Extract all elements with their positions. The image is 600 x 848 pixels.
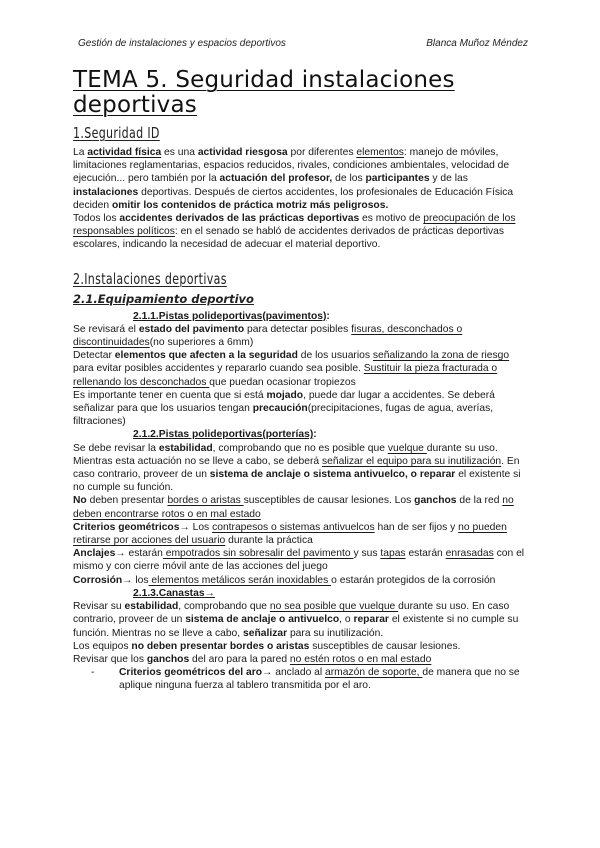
paragraph-porterias: Se debe revisar la estabilidad, comprobando que no es posible que vuelque durante su uso. Mientras esta actuación no se lleve a cabo, se deberá señalizar el equipo para su inutilización. En caso contrario, proveer de un sistema de anclaje o sistema antivuelco, o reparar el existente si no cumple su función. No deben presentar bordes o aristas susceptibles de causar lesiones. Los ganchos de la red no deben encontrarse rotos o en mal estado Criterios geométricos→ Los contrapesos o sistemas antivuelcos han de ser fijos y no pueden retirarse por acciones del usuario durante la práctica Anclajes→ estarán empotrados sin sobresalir del pavimento y sus tapas estarán enrasadas con el mismo y con cierre móvil ante de las acciones del juego Corrosión→ los elementos metálicos serán inoxidables o estarán protegidos de la corrosión xyxy=(73,442,525,586)
section-heading-instalaciones: 2.Instalaciones deportivas xyxy=(73,269,227,288)
bullet-dash: - xyxy=(91,667,95,679)
page-title: TEMA 5. Seguridad instalaciones deportivas xyxy=(73,67,455,118)
paragraph-seguridad: La actividad física es una actividad riesgosa por diferentes elementos: manejo de móviles, limitaciones reglamentarias, espacios reducidos, rivales, condiciones ambientales, velocidad de ejecución... pero también por la actuación del profesor, de los participantes y de las instalaciones deportivas. Después de ciertos accidentes, los profesionales de Educación Física deciden omitir los contenidos de práctica motriz más peligrosos. Todos los accidentes derivados de las prácticas deportivas es motivo de preocupación de los responsables políticos: en el senado se habló de accidentes derivados de prácticas deportivas escolares, indicando la necesidad de adecuar el material deportivo. xyxy=(73,147,516,251)
paragraph-pavimentos: Se revisará el estado del pavimento para detectar posibles fisuras, desconchados o discontinuidades(no superiores a 6mm) Detectar elementos que afecten a la seguridad de los usuarios señalizando la zona de riesgo para evitar posibles accidentes y repararlo cuando sea posible. Sustituir la pieza fracturada o rellenando los desconchados que puedan ocasionar tropiezos Es importante tener en cuenta que si está mojado, puede dar lugar a accidentes. Se deberá señalizar para que los usuarios tengan precaución(precipitaciones, fugas de agua, averías, filtraciones) xyxy=(73,323,510,428)
subheading-pavimentos: 2.1.1.Pistas polideportivas(pavimentos): xyxy=(133,310,330,322)
subheading-porterias: 2.1.2.Pistas polideportivas(porterías): xyxy=(133,429,317,441)
section-heading-seguridad: 1.Seguridad ID xyxy=(73,124,160,142)
list-item-criterios-aro: - Criterios geométricos del aro→ anclado al armazón de soporte, de manera que no se aplique ninguna fuerza al tablero transmitida por el aro. xyxy=(73,666,531,692)
subsection-heading-equipamiento: 2.1.Equipamiento deportivo xyxy=(73,291,254,306)
header-author: Blanca Muñoz Méndez xyxy=(426,38,528,49)
header-course: Gestión de instalaciones y espacios deportivos xyxy=(78,38,286,49)
document-body xyxy=(73,68,531,693)
subheading-canastas: 2.1.3.Canastas→ xyxy=(133,587,215,599)
paragraph-canastas: Revisar su estabilidad, comprobando que no sea posible que vuelque durante su uso. En caso contrario, proveer de un sistema de anclaje o antivuelco, o reparar el existente si no cumple su función. Mientras no se lleve a cabo, señalizar para su inutilización. Los equipos no deben presentar bordes o aristas susceptibles de causar lesiones. Revisar que los ganchos del aro para la pared no estén rotos o en mal estado xyxy=(73,601,519,665)
